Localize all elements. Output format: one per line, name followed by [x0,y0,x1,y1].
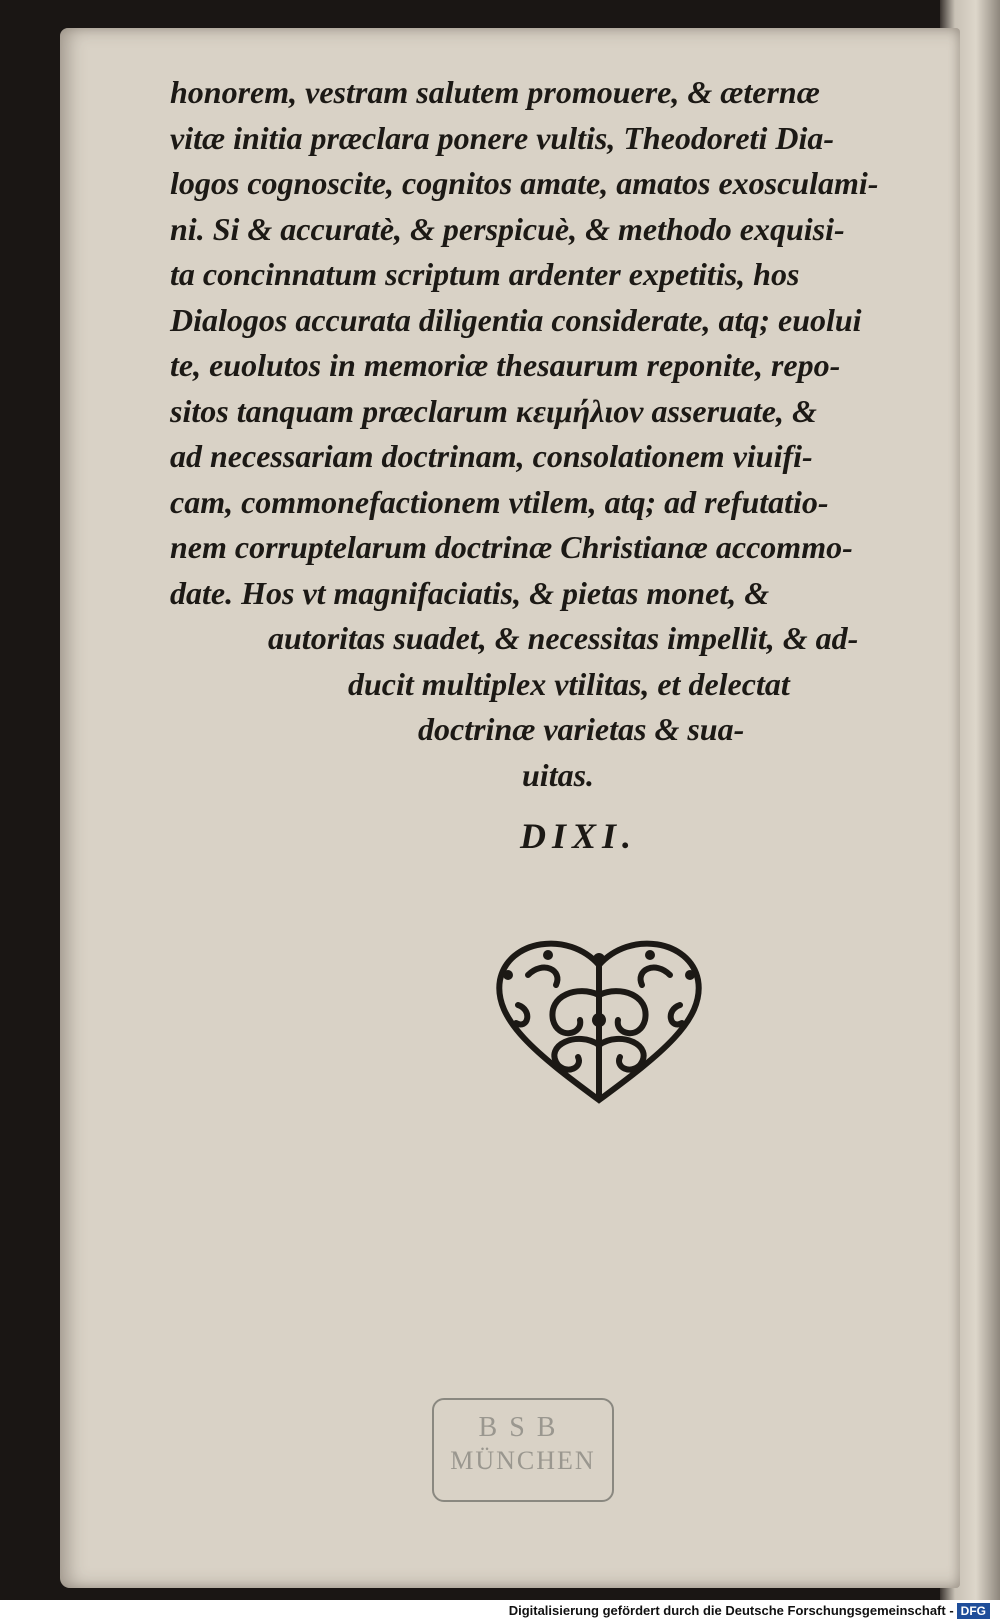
footer-text: Digitalisierung gefördert durch die Deutsche Forschungsgemeinschaft - [508,1603,954,1618]
text-line: honorem, vestram salutem promouere, & æternæ [170,74,820,110]
stamp-line-1: BSB [478,1412,568,1443]
text-line: logos cognoscite, cognitos amate, amatos exosculami- [170,165,879,201]
text-line: vitæ initia præclara ponere vultis, Theodoreti Dia- [170,119,834,156]
text-line: nem corruptelarum doctrinæ Christianæ accommo- [170,529,853,565]
library-stamp [432,1398,614,1502]
text-line: date. Hos vt magnifaciatis, & pietas monet, & [170,574,770,611]
text-line: doctrinæ varietas & sua- [418,711,745,747]
heart-shaped-scroll-ornament-icon [488,935,710,1105]
text-line: sitos tanquam præclarum κειμήλιον asseruate, & [170,392,817,429]
text-line: cam, commonefactionem vtilem, atq; ad refutatio- [170,483,829,520]
text-line: ad necessariam doctrinam, consolationem viuifi- [170,438,813,474]
text-line: te, euolutos in memoriæ thesaurum reponite, repo- [170,347,841,383]
dfg-logo: DFG [957,1603,990,1619]
text-line: ducit multiplex vtilitas, et delectat [348,665,790,702]
closing-word: DIXI. [520,816,638,856]
text-line: Dialogos accurata diligentia considerate, atq; euolui [170,301,862,338]
text-line: ni. Si & accuratè, & perspicuè, & methodo exquisi- [170,210,845,247]
text-line: uitas. [522,756,595,793]
text-line: autoritas suadet, & necessitas impellit, & ad- [268,620,859,656]
text-line: ta concinnatum scriptum ardenter expetitis, hos [170,256,800,292]
digitization-footer [509,1600,990,1622]
stamp-line-2: MÜNCHEN [450,1446,596,1475]
body-text [170,70,910,798]
